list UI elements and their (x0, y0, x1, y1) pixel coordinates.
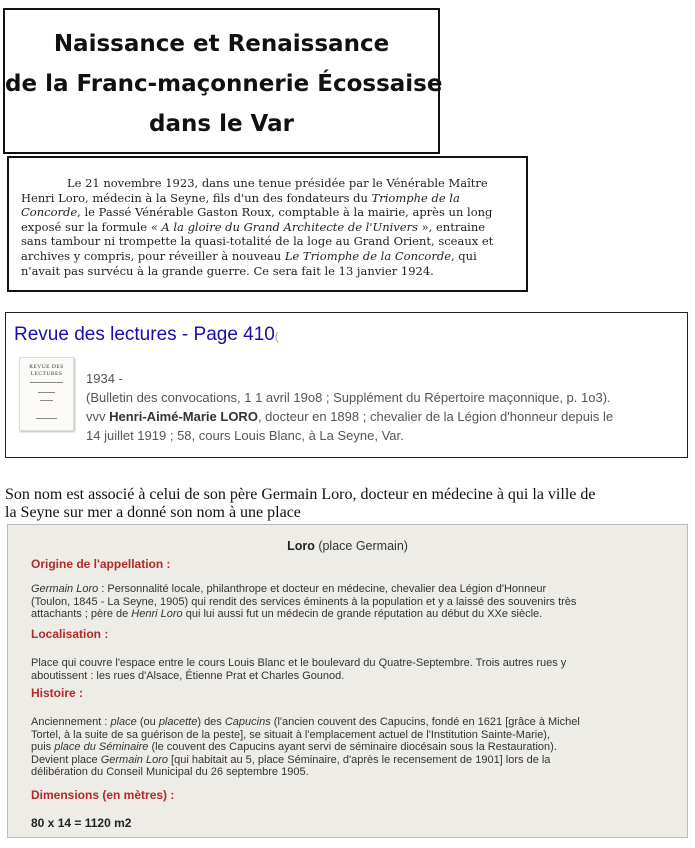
revue-snippet (86, 369, 686, 445)
intro-line-2: la Seyne sur mer a donné son nom à une place (5, 504, 301, 521)
quote-line-7: n'avait pas survécu à la grande guerre. Ce sera fait le 13 janvier 1924. (21, 263, 434, 278)
location-heading: Localisation : (31, 627, 109, 641)
quote-line-3: Concorde, le Passé Vénérable Gaston Roux, comptable à la mairie, après un long (21, 205, 493, 220)
quote-line-4: exposé sur la formule « A la gloire du Grand Architecte de l'Univers », entraine (21, 219, 486, 234)
revue-line-1: 1934 - (86, 371, 123, 386)
revue-line-2: (Bulletin des convocations, 1 1 avril 19o8 ; Supplément du Répertoire maçonnique, p. 1o3). (86, 390, 611, 405)
title-line-2: de la Franc-maçonnerie Écossaise (5, 71, 443, 97)
revue-result-box (5, 312, 688, 458)
history-heading: Histoire : (31, 686, 84, 700)
quote-box (7, 156, 528, 292)
history-body: Anciennement : place (ou placette) des Capucins (l'ancien couvent des Capucins, fondé en 1621 [grâce à Michel Tortel, à la suite de sa guérison de la peste], se situait à l'emplacement actuel de l'Institution Sainte-Marie), puis place du Séminaire (le couvent des Capucins ayant servi de séminaire diocésain sous la Restauration). Devient place Germain Loro [qui habitait au 5, place Séminaire, d'après le recensement de 1901] lors de la délibération du Conseil Municipal du 26 septembre 1905. (31, 716, 580, 779)
place-title: Loro (place Germain) (287, 539, 408, 553)
book-cover-thumbnail[interactable] (19, 357, 74, 431)
intro-line-1: Son nom est associé à celui de son père Germain Loro, docteur en médecine à qui la ville de (5, 486, 596, 503)
revue-title-link[interactable]: Revue des lectures - Page 410( (14, 324, 279, 345)
revue-line-3: vvv Henri-Aimé-Marie LORO, docteur en 1898 ; chevalier de la Légion d'honneur depuis le (86, 409, 614, 424)
location-body: Place qui couvre l'espace entre le cours Louis Blanc et le boulevard du Quatre-Septembre. Trois autres rues y aboutissent : les rues d'Alsace, Étienne Prat et Charles Gounod. (31, 657, 567, 682)
article-title-box (3, 8, 443, 154)
revue-line-4: 14 juillet 1919 ; 58, cours Louis Blanc, à La Seyne, Var. (86, 428, 404, 443)
quote-line-5: sans tambour ni trompette la quasi-totalité de la loge au Grand Orient, sceaux et (21, 234, 494, 249)
place-info-box (7, 524, 688, 838)
thumb-title-1: REVUE DES (29, 364, 64, 370)
quote-line-6: archives y compris, pour réveiller à nouveau Le Triomphe de la Concorde, qui (21, 248, 477, 263)
quote-line-2: Henri Loro, médecin à la Seyne, fils d'un des fondateurs du Triomphe de la (21, 190, 460, 205)
dimensions-heading: Dimensions (en mètres) : (31, 788, 175, 802)
origin-heading: Origine de l'appellation : (31, 557, 171, 571)
title-line-1: Naissance et Renaissance (53, 31, 390, 57)
origin-body: Germain Loro : Personnalité locale, philanthrope et docteur en médecine, chevalier dea Légion d'Honneur (Toulon, 1845 - La Seyne, 1905) qui rendit des services éminents à la population et y a laissé des souvenirs très attachants ; père de Henri Loro qui lui aussi fut un médecin de grande réputation au début du XXe siècle. (31, 583, 577, 621)
title-line-3: dans le Var (149, 111, 294, 137)
dimensions-value: 80 x 14 = 1120 m2 (31, 816, 132, 830)
intro-paragraph (5, 486, 693, 522)
thumb-title-2: LECTURES (30, 371, 63, 377)
quote-line-1: Le 21 novembre 1923, dans une tenue présidée par le Vénérable Maître (67, 176, 488, 190)
